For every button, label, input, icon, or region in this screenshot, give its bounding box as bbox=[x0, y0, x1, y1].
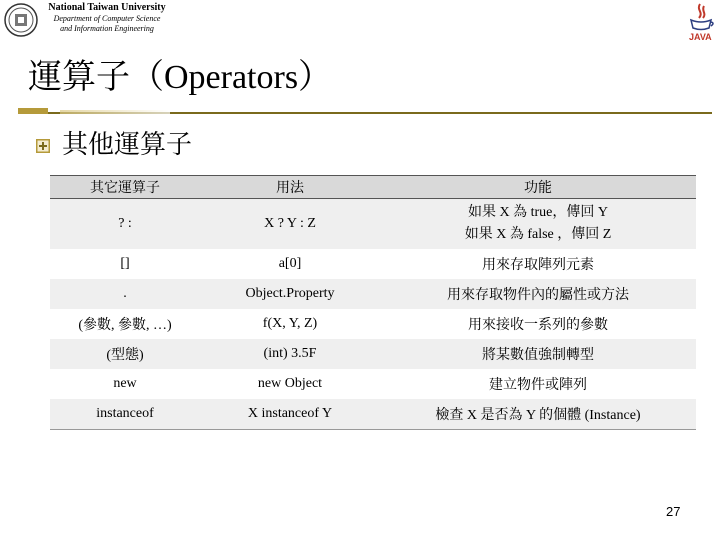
title-rule-accent bbox=[18, 108, 48, 114]
page-number: 27 bbox=[666, 504, 681, 519]
operators-table bbox=[50, 175, 696, 430]
cell-usage: a[0] bbox=[200, 249, 380, 279]
slide-title: 運算子（Operators） bbox=[28, 59, 333, 96]
header-operator: 其它運算子 bbox=[50, 176, 200, 199]
table-row bbox=[50, 309, 696, 339]
table-row bbox=[50, 399, 696, 430]
function-line-1: 如果 X 為 true，傳回 Y bbox=[468, 205, 608, 220]
cell-function bbox=[380, 199, 696, 250]
svg-text:JAVA: JAVA bbox=[689, 32, 712, 42]
header-function: 功能 bbox=[380, 176, 696, 199]
cell-usage: Object.Property bbox=[200, 279, 380, 309]
cell-operator: (參數, 參數, …) bbox=[50, 309, 200, 339]
cell-usage: new Object bbox=[200, 369, 380, 399]
university-seal-logo bbox=[4, 2, 38, 38]
function-line-2: 如果 X 為 false ，傳回 Z bbox=[464, 227, 612, 242]
cell-function: 檢查 X 是否為 Y 的個體 (Instance) bbox=[380, 399, 696, 430]
university-header bbox=[42, 2, 172, 34]
department-line-1: Department of Computer Science bbox=[53, 14, 161, 23]
cell-operator: [] bbox=[50, 249, 200, 279]
university-name: National Taiwan University bbox=[48, 2, 166, 13]
table-row bbox=[50, 199, 696, 250]
cell-operator: new bbox=[50, 369, 200, 399]
cell-function: 將某數值強制轉型 bbox=[380, 339, 696, 369]
cell-operator: (型態) bbox=[50, 339, 200, 369]
title-rule-highlight bbox=[60, 110, 170, 114]
cell-operator: instanceof bbox=[50, 399, 200, 430]
cell-usage: (int) 3.5F bbox=[200, 339, 380, 369]
cell-usage: X ? Y : Z bbox=[200, 199, 380, 250]
cell-function: 用來存取物件內的屬性或方法 bbox=[380, 279, 696, 309]
cell-usage: X instanceof Y bbox=[200, 399, 380, 430]
header-usage: 用法 bbox=[200, 176, 380, 199]
table-row bbox=[50, 249, 696, 279]
table-row bbox=[50, 369, 696, 399]
bullet-heading: 其他運算子 bbox=[62, 130, 193, 159]
bullet-icon bbox=[36, 139, 50, 153]
cell-operator: ? : bbox=[50, 199, 200, 250]
cell-function: 用來存取陣列元素 bbox=[380, 249, 696, 279]
cell-function: 用來接收一系列的參數 bbox=[380, 309, 696, 339]
cell-function: 建立物件或陣列 bbox=[380, 369, 696, 399]
table-row bbox=[50, 279, 696, 309]
table-row bbox=[50, 339, 696, 369]
table-header-row bbox=[50, 176, 696, 199]
cell-operator: . bbox=[50, 279, 200, 309]
cell-usage: f(X, Y, Z) bbox=[200, 309, 380, 339]
department-line-2: and Information Engineering bbox=[60, 24, 154, 33]
java-logo bbox=[686, 2, 716, 42]
